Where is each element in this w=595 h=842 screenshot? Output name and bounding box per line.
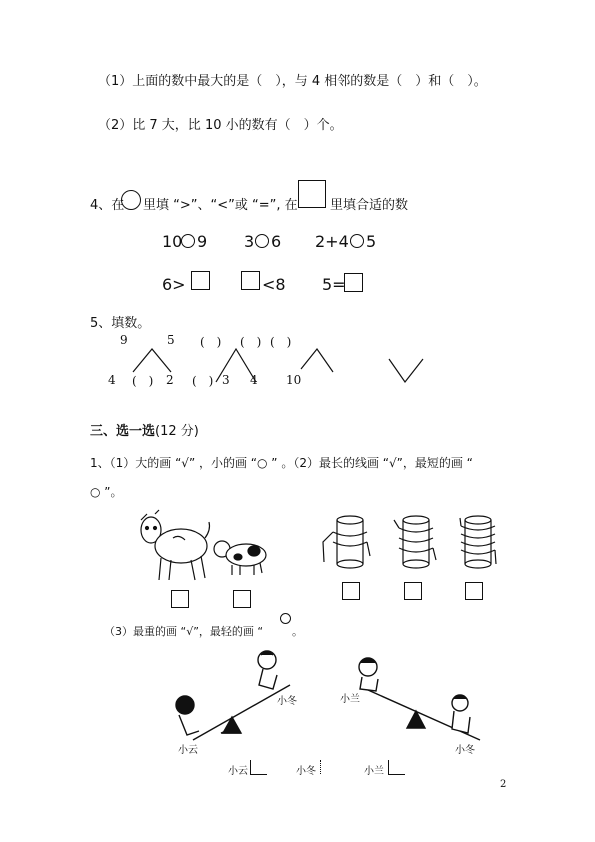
answer-box-cylinder-3[interactable] xyxy=(465,582,483,600)
number-bond-bottom-1: 4 xyxy=(108,373,116,387)
number-bond-bottom-4[interactable]: ( ) xyxy=(192,374,214,388)
answer-label-1: 小云 xyxy=(228,766,248,777)
name-right-top: 小兰 xyxy=(340,694,360,705)
fill-3-text: 5= xyxy=(322,275,346,294)
number-bond-top-5[interactable]: ( ) xyxy=(270,335,292,349)
answer-box-small-cow[interactable] xyxy=(233,590,251,608)
compare-1-left: 10 xyxy=(162,232,183,251)
compare-1-right: 9 xyxy=(197,232,208,251)
compare-3-left: 2+4 xyxy=(315,232,349,251)
question-3-1: （1）上面的数中最大的是（ ），与 4 相邻的数是（ ）和（ ）。 xyxy=(98,74,487,89)
answer-blank-2[interactable] xyxy=(320,760,323,774)
question-5-title: 5、填数。 xyxy=(90,316,151,331)
question-3-2: （2）比 7 大，比 10 小的数有（ ）个。 xyxy=(98,118,343,133)
question-1-3-text: （3）最重的画 “√”，最轻的画 “ xyxy=(104,625,264,638)
section-3-q1-line1: 1、（1）大的画 “√” ，小的画 “○ ” 。（2）最长的线画 “√”，最短的画 “ xyxy=(90,456,473,470)
compare-3-right: 5 xyxy=(366,232,377,251)
number-bond-top-3[interactable]: ( ) xyxy=(200,335,222,349)
answer-blank-3[interactable] xyxy=(388,760,405,775)
answer-blank-1[interactable] xyxy=(250,760,267,775)
compare-2-right: 6 xyxy=(271,232,282,251)
name-left-bottom: 小云 xyxy=(178,745,198,756)
number-bond-top-2: 5 xyxy=(167,333,175,347)
small-cow-illustration xyxy=(210,537,272,577)
answer-label-2: 小冬 xyxy=(296,766,316,777)
name-right-bottom: 小冬 xyxy=(455,745,475,756)
question-4-mid: 里填 “>”、“<”或 “=”, 在 xyxy=(143,198,298,213)
page-number: 2 xyxy=(500,779,507,790)
small-circle-icon xyxy=(280,613,291,624)
section-3-q1-line2: ○ ”。 xyxy=(90,485,123,499)
number-bond-bottom-7: 10 xyxy=(286,373,302,387)
fill-1-text: 6> xyxy=(162,275,186,294)
number-bond-top-4[interactable]: ( ) xyxy=(240,335,262,349)
number-bond-bottom-6: 4 xyxy=(250,373,258,387)
answer-box-cylinder-2[interactable] xyxy=(404,582,422,600)
section-3-title: 三、选一选 xyxy=(90,424,156,439)
coiled-cylinders-illustration xyxy=(318,512,498,577)
question-4-suffix: 里填合适的数 xyxy=(330,198,409,213)
fill-2-text: <8 xyxy=(262,275,286,294)
seesaw-right-illustration xyxy=(340,645,500,755)
big-cow-illustration xyxy=(133,508,213,583)
answer-box-big-cow[interactable] xyxy=(171,590,189,608)
question-4-prefix: 4、在 xyxy=(90,198,125,213)
name-left-top: 小冬 xyxy=(277,696,297,707)
number-bond-bottom-5: 3 xyxy=(222,373,230,387)
section-3-score: (12 分) xyxy=(155,424,199,439)
number-bond-bottom-3: 2 xyxy=(166,373,174,387)
answer-label-3: 小兰 xyxy=(364,766,384,777)
compare-2-left: 3 xyxy=(244,232,255,251)
number-bond-top-1: 9 xyxy=(120,333,128,347)
number-bond-bottom-2[interactable]: ( ) xyxy=(132,374,154,388)
question-1-3-end: 。 xyxy=(292,625,303,638)
section-3-heading xyxy=(90,420,199,439)
answer-box-cylinder-1[interactable] xyxy=(342,582,360,600)
